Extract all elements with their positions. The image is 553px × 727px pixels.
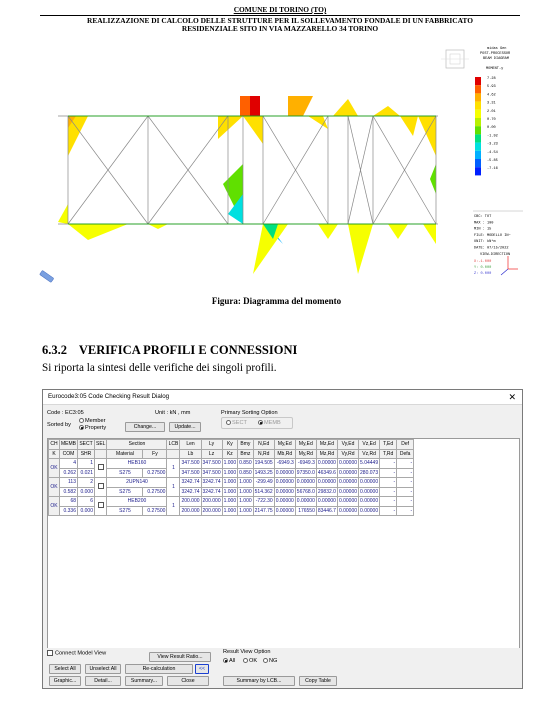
header-cell: Section [107,440,167,450]
value-cell: 1.000 [239,507,252,514]
value-cell: 83446.7 [317,507,336,514]
header-cell: Ky [222,440,238,450]
header-cell: Fy [143,449,167,459]
value-cell: 347.500 [181,469,200,476]
legend-value: 5.93 [487,85,496,90]
value-cell: - [397,497,414,507]
value-cell: 194.505 [254,460,273,467]
header-cell: K [49,449,60,459]
value-cell: 0.00000 [317,498,336,505]
header-cell: MEMB [61,441,76,448]
header-cell: SECT [79,441,93,448]
value-cell: 0.00000 [360,498,379,505]
graphic-button[interactable]: Graphic... [49,676,81,686]
connect-model-checkbox[interactable]: Connect Model View [47,650,106,656]
value-cell: - [380,459,397,469]
select-checkbox[interactable] [98,483,104,489]
value-cell: 1.000 [223,460,237,467]
view-direction-value: X:-1.000 [474,260,492,264]
legend-swatch [475,102,481,110]
value-cell: 0.850 [239,460,252,467]
select-checkbox[interactable] [98,502,104,508]
header-cell: Lb [180,449,201,459]
value-cell: 0.00000 [338,460,358,467]
value-cell: 0.00000 [296,479,315,486]
code-checking-dialog [42,389,523,689]
value-cell: 46349.6 [317,469,336,476]
fy-cell: 0.27500 [143,506,167,516]
legend-value: 7.28 [487,77,496,81]
legend-value: 4.62 [487,93,496,98]
value-cell: 56768.0 [296,488,315,495]
moment-diagram-figure [28,44,523,292]
dialog-title: Eurocode3:05 Code Checking Result Dialog [43,390,522,405]
legend-title-1: midas Gen [487,47,507,51]
section-name-cell: HEB160 [107,459,167,469]
select-all-button[interactable]: Select All [49,664,81,674]
value-cell: - [397,506,414,516]
moment-diagram-svg [28,44,523,292]
legend-title-2: POST-PROCESSOR [480,52,511,56]
header-cell: N,Ed [253,440,274,450]
legend-swatch [475,126,481,134]
value-cell: 1.000 [223,469,237,476]
update-button[interactable]: Update... [169,422,201,432]
value-cell: 3242.74 [181,488,200,495]
result-view-option-label: Result View Option [223,649,271,655]
value-cell: 2147.75 [254,507,273,514]
value-cell: 0.00000 [275,507,294,514]
recalculation-button[interactable]: Re-calculation [125,664,193,674]
header-cell: Def [397,440,414,450]
value-cell: 347.500 [202,469,221,476]
value-cell: 29832.0 [317,488,336,495]
view-cube-icon [441,50,469,68]
header-cell: Vy,Rd [337,449,358,459]
value-cell: 1.000 [223,479,237,486]
legend-info-line: FILE: MODELLO IN~ [474,233,511,238]
value-cell: 0.00000 [296,498,315,505]
value-cell: 5.04449 [360,460,379,467]
shr-cell: 0.000 [78,506,95,516]
figure-caption: Figura: Diagramma del momento [211,296,342,306]
material-cell: S275 [107,487,143,497]
legend-swatch [475,151,481,159]
value-cell: 0.00000 [360,488,379,495]
value-cell: 280.073 [360,469,379,476]
value-cell: -6949.3 [295,459,316,469]
section-name-cell: HEB200 [107,497,167,507]
header-cell: Defa [397,449,414,459]
table-row[interactable] [49,478,414,488]
memb-cell: 113 [60,478,78,488]
value-cell: 347.500 [202,460,221,467]
legend-swatch [475,110,481,118]
header-cell: Bmy [238,440,254,450]
com-cell: 0.582 [60,487,78,497]
value-cell: 0.00000 [275,479,294,486]
primary-sorting-label: Primary Sorting Option [221,410,278,416]
sect-radio[interactable]: SECT [226,420,247,426]
code-label: Code : EC3:05 [47,410,84,416]
value-cell: -299.49 [253,478,274,488]
check-status-cell: OK [49,459,60,478]
com-cell: 0.262 [60,468,78,478]
sort-member-radio[interactable]: Member [79,418,106,424]
legend-value: -5.85 [487,159,498,163]
view-direction-value: Z: 0.000 [474,272,492,276]
legend-value: -3.23 [487,142,498,147]
view-ok-radio[interactable]: OK [243,658,257,664]
legend-swatch [475,77,481,85]
shr-cell: 0.021 [78,468,95,478]
memb-cell: 4 [60,459,78,469]
fy-cell: 0.27500 [143,468,167,478]
select-checkbox-cell[interactable] [95,497,107,516]
primary-sorting-group [221,417,293,429]
value-cell: 3242.74 [202,488,221,495]
value-cell: 200.000 [181,498,200,505]
com-cell: 0.336 [60,506,78,516]
lcb-cell: 1 [167,478,180,497]
header-cell: Vy,Ed [337,440,358,450]
close-icon[interactable]: ✕ [508,392,516,402]
value-cell: 200.000 [181,507,200,514]
section-name-cell: 2UPN140 [107,478,167,488]
header-cell: LCB [168,441,179,448]
header-cell: N,Rd [253,449,274,459]
value-cell: 1.000 [239,488,252,495]
view-ng-radio[interactable]: NG [263,658,277,664]
header-row-1 [49,440,414,450]
sort-property-radio[interactable]: Property [79,425,106,431]
result-table [48,439,414,516]
collapse-button[interactable]: << [195,664,209,674]
legend-value: 3.31 [487,101,496,106]
header-cell [95,449,107,459]
header-cell: T,Ed [380,440,397,450]
value-cell: 1.000 [223,498,237,505]
intro-paragraph: Si riporta la sintesi delle verifiche dei singoli profili. [42,362,277,374]
table-row[interactable] [49,497,414,507]
check-status-cell: OK [49,497,60,516]
value-cell: - [397,459,414,469]
select-checkbox[interactable] [98,464,104,470]
value-cell: 0.00000 [338,488,358,495]
header-cell: Vz,Rd [359,449,380,459]
value-cell: 0.00000 [338,469,358,476]
value-cell: 97350.0 [296,469,315,476]
summary-button[interactable]: Summary... [125,676,163,686]
value-cell: 1.000 [239,498,252,505]
legend-info-line: UNIT: kN*m [474,240,496,245]
change-button[interactable]: Change... [125,422,165,432]
legend-label: MOMENT-y [486,67,504,71]
value-cell: 514.362 [254,488,273,495]
legend-swatch [475,118,481,126]
legend-title-3: BEAM DIAGRAM [483,57,509,61]
header-row-2 [49,449,414,459]
header-cell: SHR [78,449,95,459]
value-cell: -6949.3 [274,459,295,469]
legend-swatch [475,85,481,93]
legend-value: -4.54 [487,150,498,155]
value-cell: 200.000 [202,507,221,514]
header-cell: My,Ed [295,440,316,450]
legend-value: -1.92 [487,134,498,139]
document-header [40,6,520,34]
value-cell: 176550 [295,506,316,516]
value-cell: 347.500 [181,460,200,467]
legend-info-line: DATE: 07/15/2022 [474,246,509,251]
diagram-outline [68,116,436,224]
fy-cell: 0.27500 [143,487,167,497]
value-cell: 1.000 [223,488,237,495]
header-cell: Mb,Rd [274,449,295,459]
value-cell: - [380,487,397,497]
legend-info-line: MIN : 15 [474,227,492,232]
header-cell: Ly [201,440,222,450]
unit-label: Unit : kN , mm [155,410,191,416]
check-status-cell: OK [49,478,60,497]
sect-cell: 2 [78,478,95,488]
value-cell: 0.850 [239,469,252,476]
header-town: COMUNE DI TORINO (TO) [233,5,327,14]
value-cell: 3242.74 [202,479,221,486]
axis-triad-icon [501,256,518,275]
value-cell: 0.00000 [338,479,358,486]
section-number: 6.3.2 [42,343,67,357]
frame-lines [58,116,438,224]
value-cell: 0.00000 [317,460,336,467]
summary-by-lcb-button[interactable]: Summary by LCB... [223,676,295,686]
header-cell: COM [60,449,78,459]
header-cell: CH [50,441,58,448]
value-cell: 0.00000 [317,479,336,486]
result-table-area [47,438,520,678]
memb-radio[interactable]: MEMB [258,420,281,426]
value-cell: 0.00000 [275,488,294,495]
value-cell: 1493.25 [254,469,273,476]
header-cell: Vz,Ed [359,440,380,450]
legend-swatch [475,143,481,151]
moment-fill-areas [58,96,436,274]
select-checkbox-cell[interactable] [95,459,107,478]
value-cell: 0.00000 [275,469,294,476]
header-cell: Mz,Rd [316,449,337,459]
lcb-cell: 1 [167,459,180,478]
select-checkbox-cell[interactable] [95,478,107,497]
material-cell: S275 [107,468,143,478]
legend-value: 0.70 [487,118,496,122]
header-cell: My,Rd [295,449,316,459]
legend-swatch [475,167,481,175]
header-cell: Mz,Ed [316,440,337,450]
legend-swatch [475,93,481,101]
header-cell: Kz [222,449,238,459]
value-cell: - [380,497,397,507]
value-cell: 200.000 [202,498,221,505]
header-cell: My,Ed [274,440,295,450]
value-cell: - [380,478,397,488]
value-cell: -722.30 [253,497,274,507]
section-title: VERIFICA PROFILI E CONNESSIONI [78,343,298,357]
shr-cell: 0.000 [78,487,95,497]
header-project-line2: RESIDENZIALE SITO IN VIA MAZZARELLO 34 TORINO [181,24,379,34]
view-direction-value: Y: 0.000 [474,266,492,270]
table-row[interactable] [49,459,414,469]
close-button[interactable]: Close [167,676,209,686]
header-cell: Len [180,440,201,450]
sorted-by-label: Sorted by [47,422,71,428]
value-cell: 1.000 [223,507,237,514]
view-result-ratio-button[interactable]: View Result Ratio... [149,652,211,662]
memb-cell: 68 [60,497,78,507]
value-cell: 0.00000 [338,498,358,505]
value-cell: - [380,506,397,516]
value-cell: 1.000 [239,479,252,486]
legend-value: -7.16 [487,167,498,172]
section-heading [42,343,297,358]
legend-value: 0.00 [487,126,496,131]
unselect-all-button[interactable]: Unselect All [85,664,121,674]
detail-button[interactable]: Detail... [85,676,121,686]
sect-cell: 1 [78,459,95,469]
dialog-footer [47,648,520,688]
header-project-line1: REALIZZAZIONE DI CALCOLO DELLE STRUTTURE PER IL SOLLEVAMENTO FONDALE DI UN FABBRICATO [87,15,473,25]
legend-swatch [475,159,481,167]
view-all-radio[interactable]: All [223,658,235,664]
header-cell [167,449,180,459]
value-cell: 0.00000 [360,479,379,486]
value-cell: 0.00000 [338,507,358,514]
header-cell: Lz [201,449,222,459]
value-cell: - [397,487,414,497]
value-cell: - [397,468,414,478]
value-cell: 0.00000 [360,507,379,514]
value-cell: - [380,468,397,478]
legend-info-line: CBC: TOT [474,215,492,219]
pencil-icon [40,270,54,282]
copy-table-button[interactable]: Copy Table [299,676,337,686]
legend-value: 2.01 [487,109,496,114]
legend [473,46,523,276]
header-cell: SEL [96,441,106,448]
sect-cell: 6 [78,497,95,507]
view-direction-label: VIEW-DIRECTION [480,253,511,257]
material-cell: S275 [107,506,143,516]
value-cell: 0.00000 [275,498,294,505]
legend-info-line: MAX : 100 [474,221,494,226]
value-cell: 3242.74 [181,479,200,486]
header-cell: T,Rd [380,449,397,459]
header-cell: Material [107,449,143,459]
lcb-cell: 1 [167,497,180,516]
value-cell: - [397,478,414,488]
header-cell: Bmz [238,449,254,459]
legend-swatch [475,134,481,142]
